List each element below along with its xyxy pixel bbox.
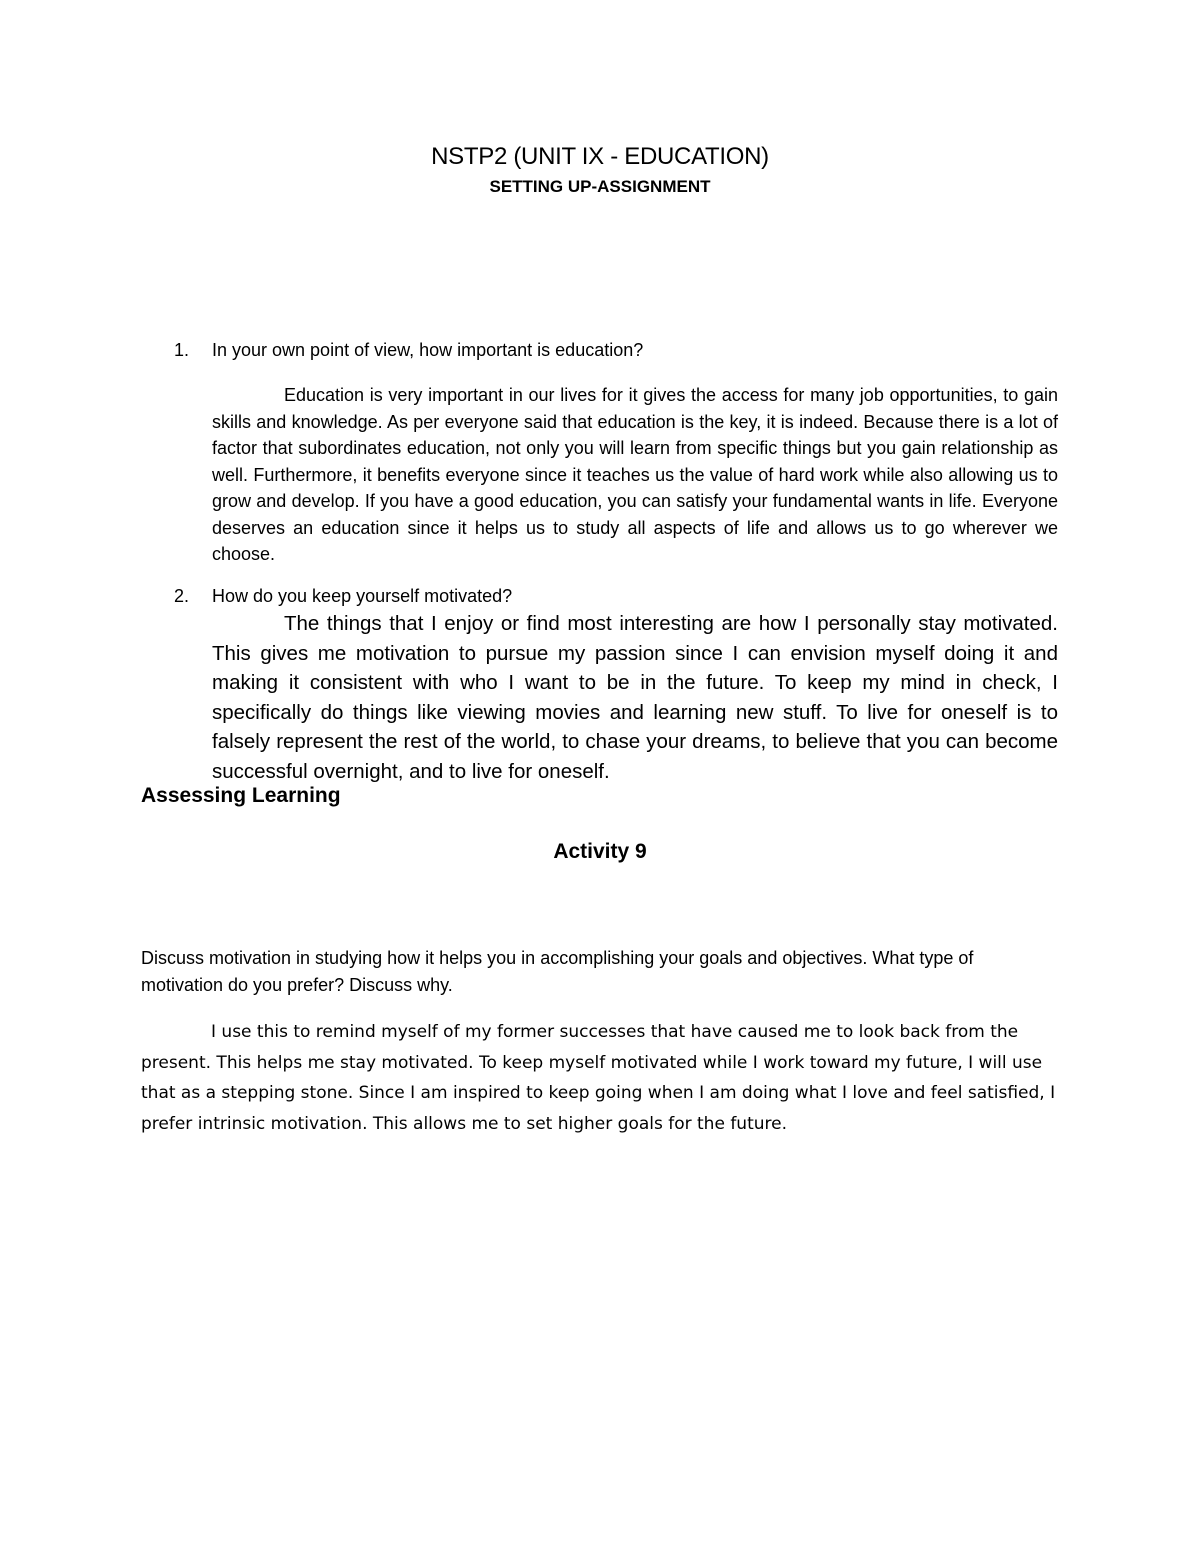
document-subtitle: SETTING UP-ASSIGNMENT — [489, 177, 711, 196]
activity-prompt: Discuss motivation in studying how it helps you in accomplishing your goals and objectives. What type of motivation do you prefer? Discuss why. — [141, 948, 974, 995]
question-2-number: 2. — [174, 586, 190, 606]
question-2-text: How do you keep yourself motivated? — [212, 586, 513, 606]
document-title: NSTP2 (UNIT IX - EDUCATION) — [431, 143, 769, 170]
question-1-number: 1. — [174, 340, 190, 360]
question-2-answer: The things that I enjoy or find most interesting are how I personally stay motivated. This gives me motivation to pursue my passion since I can envision myself doing it and making it consistent with who I want to be in the future. To keep my mind in check, I specifically do things like viewing movies and learning new stuff. To live for oneself is to falsely represent the rest of the world, to chase your dreams, to believe that you can become successful overnight, and to live for oneself. — [212, 612, 1058, 783]
activity-response: I use this to remind myself of my former successes that have caused me to look back from the present. This helps me stay motivated. To keep myself motivated while I work toward my future, I will use that as a stepping stone. Since I am inspired to keep going when I am doing what I love and feel satisfied, I prefer intrinsic motivation. This allows me to set higher goals for the future. — [141, 1022, 1056, 1134]
question-1-text: In your own point of view, how important is education? — [212, 340, 644, 360]
question-1-answer: Education is very important in our lives for it gives the access for many job opportunities, to gain skills and knowledge. As per everyone said that education is the key, it is indeed. Because there is a lot of factor that subordinates education, not only you will learn from specific things but you gain relationship as well. Furthermore, it benefits everyone since it teaches us the value of hard work while also allowing us to grow and develop. If you have a good education, you can satisfy your fundamental wants in life. Everyone deserves an education since it helps us to study all aspects of life and allows us to go wherever we choose. — [212, 385, 1058, 564]
section-heading: Assessing Learning — [141, 784, 341, 807]
activity-title: Activity 9 — [553, 840, 647, 863]
